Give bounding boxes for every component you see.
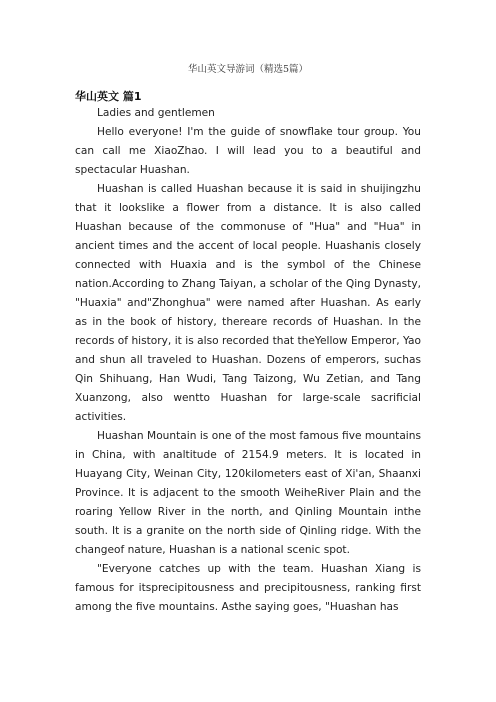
- history-paragraph: Huashan is called Huashan because it is said in shuijingzhu that it lookslike a flower from a distance. It is also called Huashan because of the commonuse of "Hua" and "Hua" in ancient times and the accent of local people. Huashanis closely connected with Huaxia and is the symbol of the Chinese nation.According to Zhang Taiyan, a scholar of the Qing Dynasty, "Huaxia" and"Zhonghua" were named after Huashan. As early as in the book of history, thereare records of Huashan. In the records of history, it is also recorded that theYellow Emperor, Yao and shun all traveled to Huashan. Dozens of emperors, suchas Qin Shihuang, Han Wudi, Tang Taizong, Wu Zetian, and Tang Xuanzong, also wentto Huashan for large-scale sacrificial activities.: [75, 183, 421, 423]
- team-paragraph: "Everyone catches up with the team. Huashan Xiang is famous for itsprecipitousness and precipitousness, ranking first among the five mountains. Asthe saying goes, "Huashan has: [75, 563, 421, 613]
- article-heading: 华山英文 篇1: [75, 90, 142, 103]
- intro-paragraph: Hello everyone! I'm the guide of snowflake tour group. You can call me XiaoZhao. I will lead you to a beautiful and spectacular Huashan.: [75, 126, 421, 176]
- geography-paragraph: Huashan Mountain is one of the most famous five mountains in China, with analtitude of 2154.9 meters. It is located in Huayang City, Weinan City, 120kilometers east of Xi'an, Shaanxi Province. It is adjacent to the smooth WeiheRiver Plain and the roaring Yellow River in the north, and Qinling Mountain inthe south. It is a granite on the north side of Qinling ridge. With the changeof nature, Huashan is a national scenic spot.: [75, 430, 421, 556]
- greeting-paragraph: Ladies and gentlemen: [97, 107, 215, 119]
- page-header: 华山英文导游词（精选5篇）: [187, 64, 309, 75]
- article-body: [75, 104, 421, 617]
